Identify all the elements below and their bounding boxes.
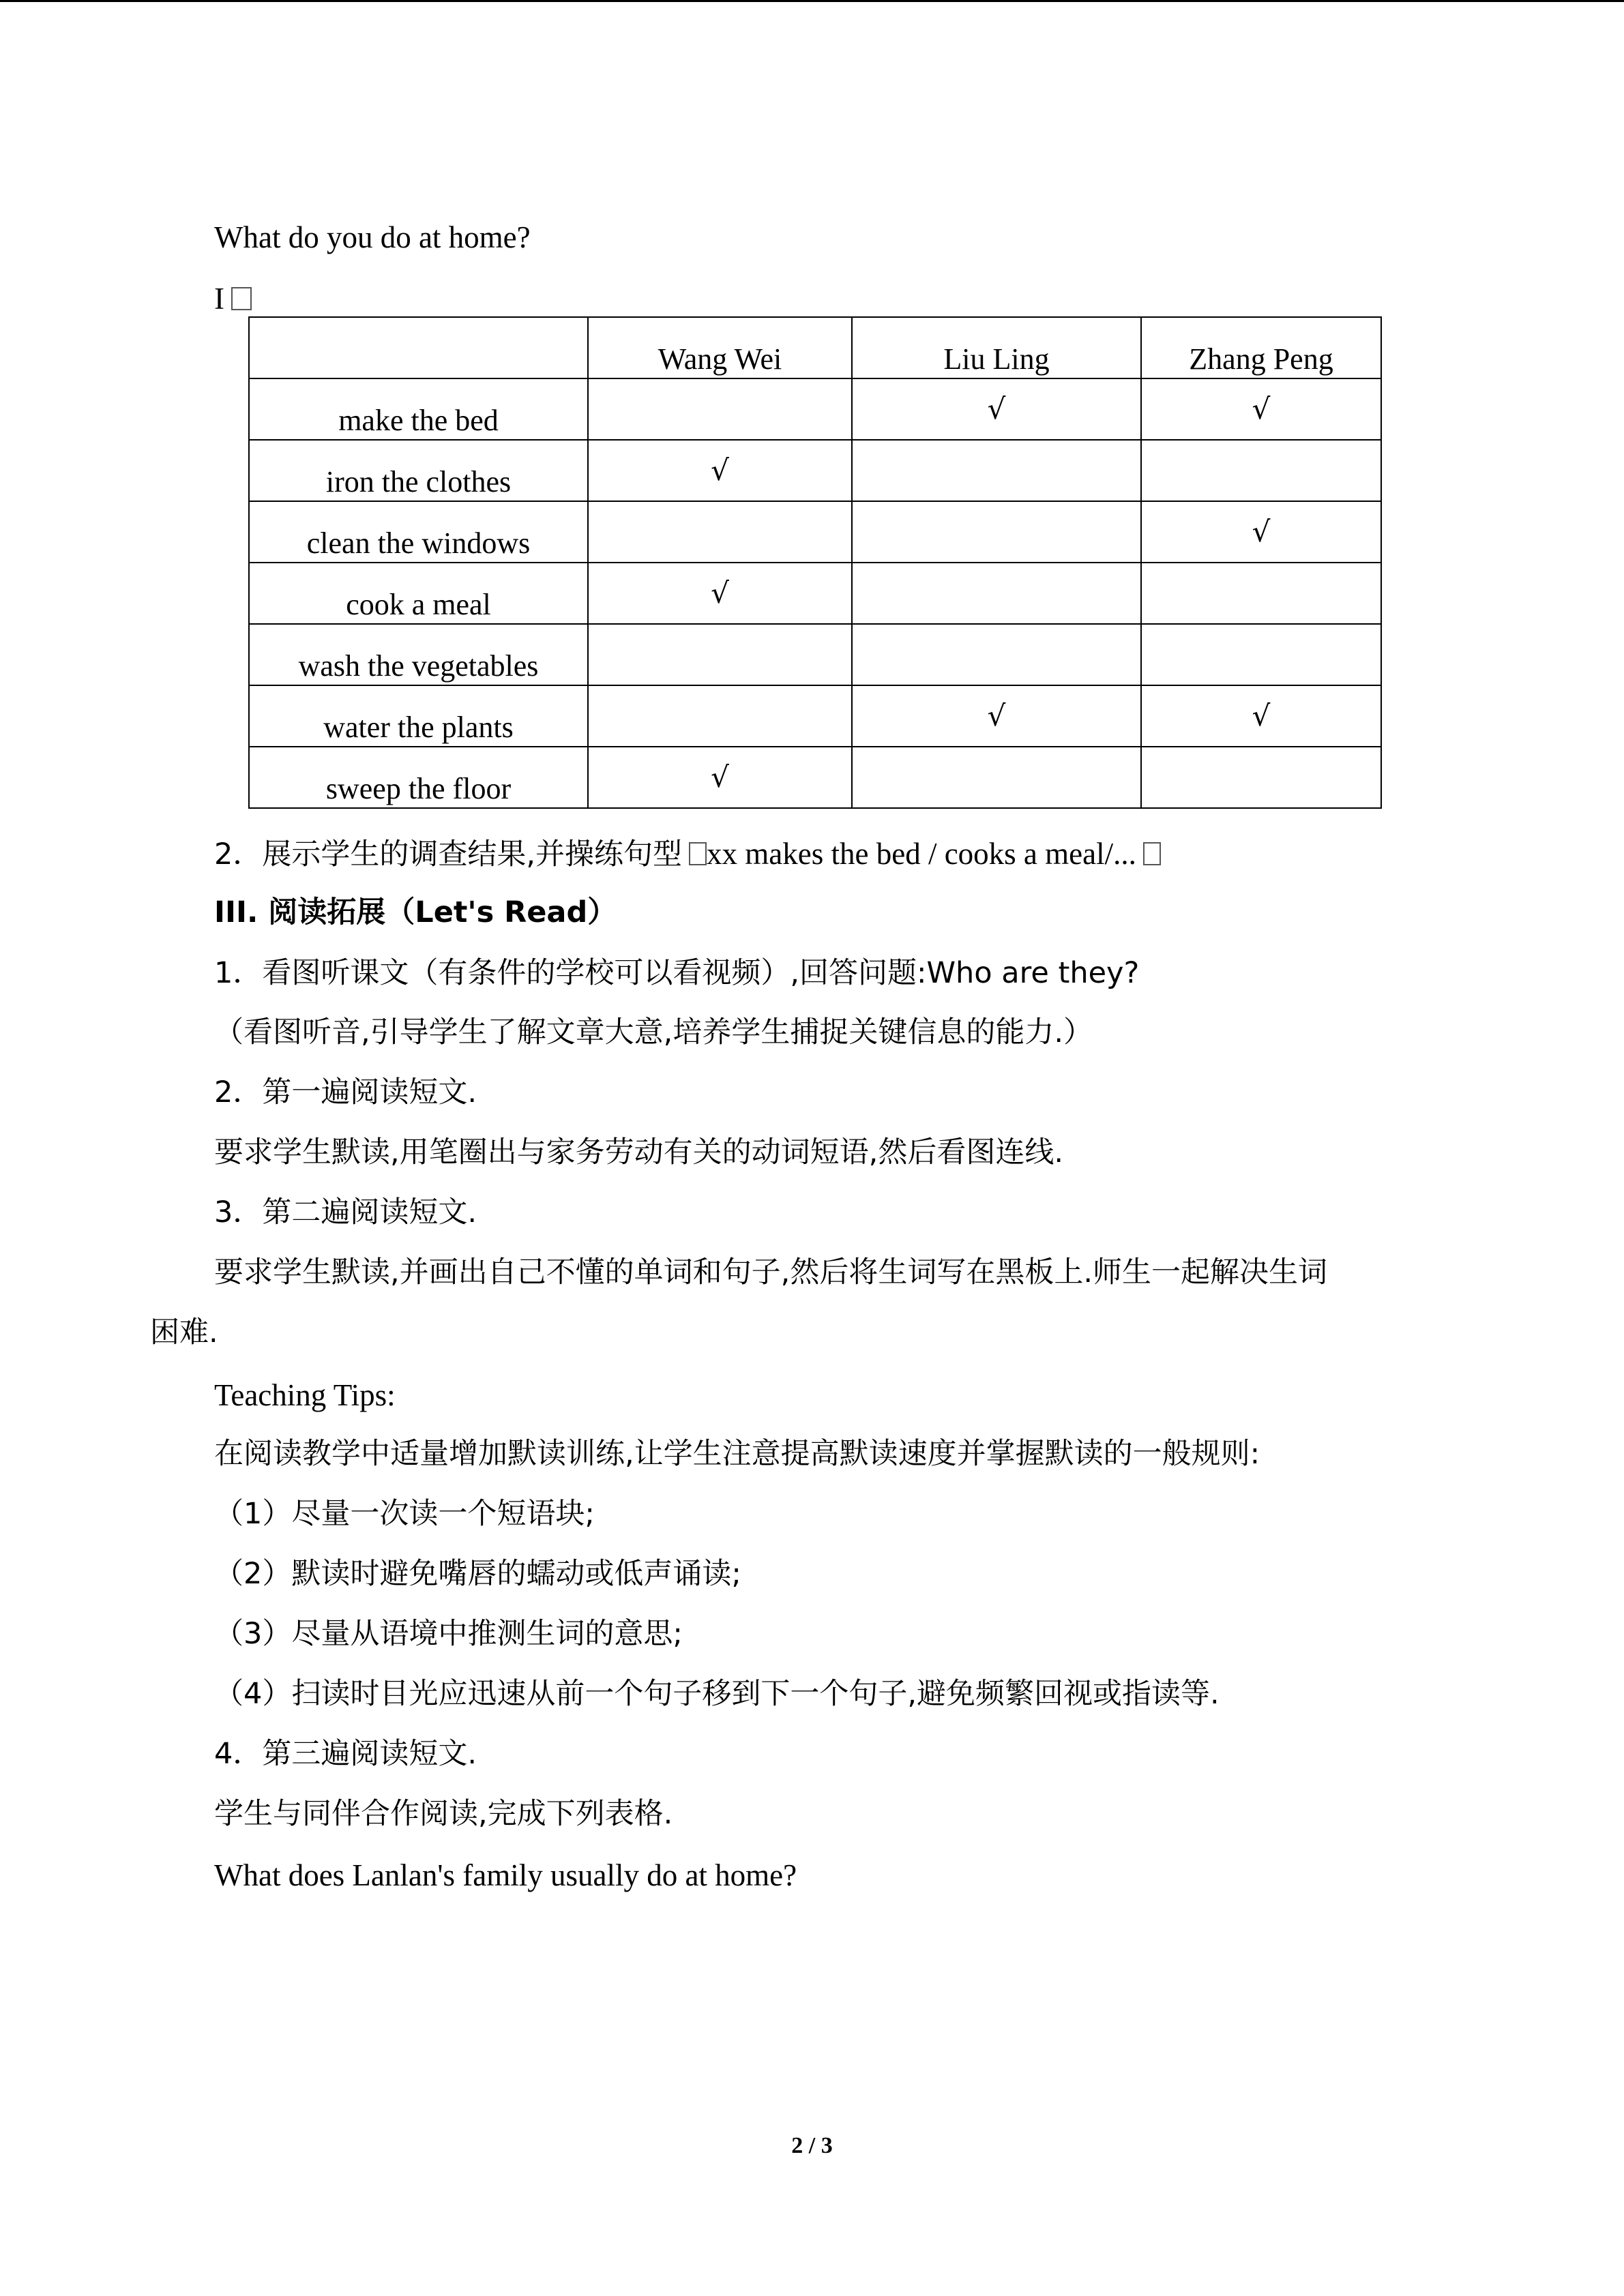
check-cell: √ — [1141, 685, 1381, 747]
check-cell — [588, 378, 852, 440]
teaching-tip-4: （4）扫读时目光应迅速从前一个句子移到下一个句子,避免频繁回视或指读等. — [214, 1677, 1220, 1711]
task-cell: iron the clothes — [249, 440, 588, 501]
check-cell — [852, 501, 1141, 563]
placeholder-box-icon — [1143, 842, 1161, 865]
section-3-item-2: 2．第一遍阅读短文. — [214, 1075, 477, 1109]
housework-survey-table — [248, 316, 1382, 809]
step-2-text: 2．展示学生的调查结果,并操练句型 — [214, 837, 683, 871]
i-label: I — [214, 282, 224, 316]
table-row — [249, 685, 1381, 747]
header-cell-zhang-peng: Zhang Peng — [1141, 317, 1381, 378]
table-row — [249, 624, 1381, 685]
section-3-item-3-text-continued: 困难. — [150, 1315, 218, 1350]
check-cell: √ — [588, 440, 852, 501]
section-3-item-2-text: 要求学生默读,用笔圈出与家务劳动有关的动词短语,然后看图连线. — [214, 1135, 1064, 1169]
teaching-tips-title: Teaching Tips: — [214, 1378, 396, 1412]
check-cell: √ — [588, 563, 852, 624]
check-cell: √ — [1141, 501, 1381, 563]
placeholder-box-icon — [231, 287, 252, 310]
top-border-line — [0, 0, 1624, 2]
section-3-item-3-text: 要求学生默读,并画出自己不懂的单词和句子,然后将生词写在黑板上.师生一起解决生词 — [214, 1255, 1328, 1289]
step-2-line — [214, 833, 1161, 875]
check-cell — [588, 685, 852, 747]
check-cell — [852, 747, 1141, 808]
check-cell: √ — [852, 685, 1141, 747]
table-header-row — [249, 317, 1381, 378]
task-cell: sweep the floor — [249, 747, 588, 808]
check-cell — [588, 501, 852, 563]
section-3-item-4: 4．第三遍阅读短文. — [214, 1737, 477, 1771]
check-cell — [852, 440, 1141, 501]
task-cell: wash the vegetables — [249, 624, 588, 685]
section-3-item-1-note: （看图听音,引导学生了解文章大意,培养学生捕捉关键信息的能力.） — [214, 1015, 1093, 1049]
step-2-pattern: xx makes the bed / cooks a meal/... — [707, 837, 1136, 871]
placeholder-box-icon — [689, 842, 707, 865]
section-3-item-1: 1．看图听课文（有条件的学校可以看视频）,回答问题:Who are they? — [214, 956, 1140, 990]
table-row — [249, 440, 1381, 501]
check-cell: √ — [588, 747, 852, 808]
task-cell: clean the windows — [249, 501, 588, 563]
check-cell: √ — [852, 378, 1141, 440]
task-cell: make the bed — [249, 378, 588, 440]
table-row — [249, 747, 1381, 808]
header-cell-wang-wei: Wang Wei — [588, 317, 852, 378]
check-cell — [1141, 563, 1381, 624]
check-cell — [588, 624, 852, 685]
check-cell: √ — [1141, 378, 1381, 440]
teaching-tips-intro: 在阅读教学中适量增加默读训练,让学生注意提高默读速度并掌握默读的一般规则: — [214, 1437, 1260, 1471]
section-3-item-3: 3．第二遍阅读短文. — [214, 1195, 477, 1229]
check-cell — [852, 563, 1141, 624]
check-cell — [852, 624, 1141, 685]
table-row — [249, 501, 1381, 563]
i-label-line — [214, 278, 252, 319]
check-cell — [1141, 440, 1381, 501]
table-row — [249, 563, 1381, 624]
page-number: 2 / 3 — [791, 2133, 833, 2158]
teaching-tip-2: （2）默读时避免嘴唇的蠕动或低声诵读; — [214, 1557, 741, 1591]
table-row — [249, 378, 1381, 440]
question-what-do-you-do: What do you do at home? — [214, 220, 531, 254]
check-cell — [1141, 624, 1381, 685]
header-cell-liu-ling: Liu Ling — [852, 317, 1141, 378]
teaching-tip-3: （3）尽量从语境中推测生词的意思; — [214, 1617, 683, 1651]
task-cell: cook a meal — [249, 563, 588, 624]
check-cell — [1141, 747, 1381, 808]
question-lanlan-family: What does Lanlan's family usually do at home? — [214, 1858, 797, 1892]
task-cell: water the plants — [249, 685, 588, 747]
header-cell-empty — [249, 317, 588, 378]
section-3-title: III. 阅读拓展（Let's Read） — [214, 895, 617, 929]
section-3-item-4-text: 学生与同伴合作阅读,完成下列表格. — [214, 1797, 673, 1831]
teaching-tip-1: （1）尽量一次读一个短语块; — [214, 1497, 595, 1531]
